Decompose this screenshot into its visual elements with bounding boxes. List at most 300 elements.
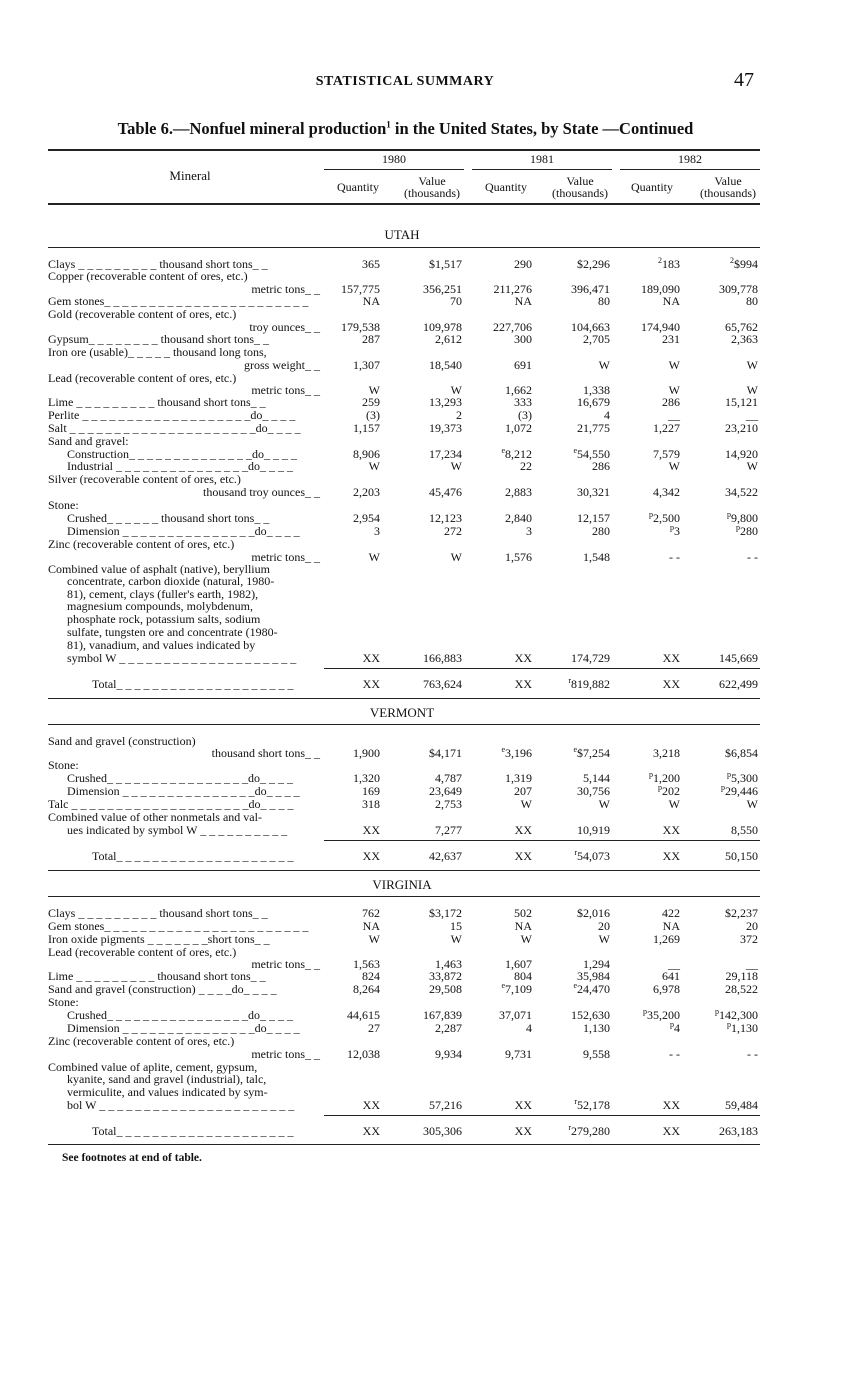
total-rule [324, 840, 760, 841]
cell-value: XX [514, 849, 532, 863]
cell-value: 29,508 [429, 982, 462, 996]
cell-value: 2,883 [505, 485, 532, 499]
table-row [48, 652, 760, 665]
cell-value: W [668, 358, 680, 372]
cell-value: 80 [746, 294, 758, 308]
cell-quantity-1982 [622, 333, 680, 346]
cell-quantity-1980 [330, 678, 380, 691]
cell-value: XX [362, 677, 380, 691]
cell-value: $7,254 [577, 746, 610, 760]
cell-value: NA [662, 294, 680, 308]
cell-value: W [520, 797, 532, 811]
cell-value: W [746, 459, 758, 473]
cell-value-1981 [544, 525, 610, 538]
cell-quantity-1980 [330, 333, 380, 346]
cell-value: 15 [450, 919, 462, 933]
cell-value: 227,706 [493, 320, 532, 334]
cell-value: 5,300 [731, 771, 758, 785]
row-label: Sand and gravel (construction) _ _ _ _do_ _ _ _ [48, 982, 277, 996]
row-label: Combined value of asphalt (native), beryllium [48, 562, 270, 576]
cell-value-1980 [388, 652, 462, 665]
table-top-rule [48, 149, 760, 151]
cell-value-1982 [690, 678, 758, 691]
cell-value: 27 [368, 1021, 380, 1035]
cell-value: 23,210 [725, 421, 758, 435]
cell-quantity-1981 [480, 1048, 532, 1061]
cell-value: 1,227 [653, 421, 680, 435]
cell-mark: p [670, 523, 674, 532]
cell-value-1981 [544, 422, 610, 435]
cell-value: 29,446 [725, 784, 758, 798]
cell-value: 45,476 [429, 485, 462, 499]
cell-quantity-1982 [622, 460, 680, 473]
cell-mark: r [574, 848, 577, 857]
row-label: Zinc (recoverable content of ores, etc.) [48, 537, 235, 551]
cell-quantity-1980 [330, 359, 380, 372]
cell-value-1980 [388, 1022, 462, 1035]
section-rule [48, 247, 760, 248]
value-label: Value [566, 174, 594, 188]
cell-value-1982 [690, 1099, 758, 1112]
cell-value: 54,550 [577, 447, 610, 461]
cell-value: 318 [362, 797, 380, 811]
row-label: Sand and gravel: [48, 434, 129, 448]
cell-value-1981 [544, 460, 610, 473]
cell-quantity-1981 [480, 525, 532, 538]
cell-value: 2,363 [731, 332, 758, 346]
cell-quantity-1982 [622, 824, 680, 837]
row-label: Iron oxide pigments _ _ _ _ _ _ _short tons_ _ [48, 932, 270, 946]
cell-mark: p [649, 770, 653, 779]
cell-value: 166,883 [423, 651, 462, 665]
cell-value-1981 [544, 396, 610, 409]
cell-value: 1,463 [435, 957, 462, 971]
cell-value-1981 [544, 678, 610, 691]
cell-value: 13,293 [429, 395, 462, 409]
row-label: concentrate, carbon dioxide (natural, 1980- [67, 574, 275, 588]
cell-value: 279,280 [571, 1124, 610, 1138]
cell-value: 763,624 [423, 677, 462, 691]
cell-mark: e [573, 981, 577, 990]
cell-value: 24,470 [577, 982, 610, 996]
row-label: metric tons_ _ [251, 1047, 320, 1061]
cell-quantity-1981 [480, 1009, 532, 1022]
cell-value: $6,854 [725, 746, 758, 760]
cell-value-1981 [544, 359, 610, 372]
cell-value: W [450, 459, 462, 473]
column-header-quantity-1981: Quantity [485, 180, 527, 194]
cell-value: XX [662, 823, 680, 837]
cell-value: 819,882 [571, 677, 610, 691]
cell-value: 12,038 [347, 1047, 380, 1061]
row-label: Stone: [48, 758, 79, 772]
cell-value: XX [662, 849, 680, 863]
cell-mark: p [658, 783, 662, 792]
cell-mark: p [643, 1007, 647, 1016]
cell-value: 8,906 [353, 447, 380, 461]
cell-value: 104,663 [571, 320, 610, 334]
row-label: magnesium compounds, molybdenum, [67, 599, 253, 613]
year-rule-1981 [472, 169, 612, 170]
table-title-footnote-mark: 1 [386, 119, 391, 130]
cell-value: W [368, 459, 380, 473]
cell-value: NA [514, 294, 532, 308]
cell-value: 272 [444, 524, 462, 538]
cell-quantity-1982 [622, 983, 680, 996]
cell-value: 16,679 [577, 395, 610, 409]
cell-value: 356,251 [423, 282, 462, 296]
cell-value: $2,296 [577, 257, 610, 271]
cell-value: 2,500 [653, 511, 680, 525]
cell-value: XX [514, 651, 532, 665]
value-unit: (thousands) [700, 186, 756, 200]
column-header-year-1982: 1982 [678, 152, 702, 166]
cell-value: 2,612 [435, 332, 462, 346]
cell-value: 300 [514, 332, 532, 346]
cell-value: 65,762 [725, 320, 758, 334]
cell-value: 3,196 [505, 746, 532, 760]
row-label: Lead (recoverable content of ores, etc.) [48, 945, 237, 959]
row-label: ues indicated by symbol W _ _ _ _ _ _ _ _ _ _ [67, 823, 288, 837]
cell-quantity-1980 [330, 1125, 380, 1138]
cell-value: W [368, 932, 380, 946]
cell-quantity-1981 [480, 359, 532, 372]
cell-value-1982 [690, 525, 758, 538]
value-unit: (thousands) [404, 186, 460, 200]
cell-value: 1,294 [583, 957, 610, 971]
cell-value: 1,576 [505, 550, 532, 564]
cell-value: 9,731 [505, 1047, 532, 1061]
cell-value: 804 [514, 969, 532, 983]
cell-quantity-1981 [480, 983, 532, 996]
cell-quantity-1982 [622, 1125, 680, 1138]
cell-value: 396,471 [571, 282, 610, 296]
table-row-total [48, 678, 760, 691]
cell-value: 1,200 [653, 771, 680, 785]
cell-value: 8,264 [353, 982, 380, 996]
cell-value: 1,130 [583, 1021, 610, 1035]
cell-value: 333 [514, 395, 532, 409]
cell-mark: p [727, 770, 731, 779]
cell-value: 189,090 [641, 282, 680, 296]
cell-mark: p [715, 1007, 719, 1016]
cell-quantity-1982 [622, 798, 680, 811]
cell-value: 174,729 [571, 651, 610, 665]
cell-value: 28,522 [725, 982, 758, 996]
cell-value: 641 [662, 969, 680, 983]
cell-value: 167,839 [423, 1008, 462, 1022]
cell-value: 29,118 [725, 969, 758, 983]
cell-value: 1,072 [505, 421, 532, 435]
cell-value: 10,919 [577, 823, 610, 837]
cell-value: W [746, 797, 758, 811]
cell-value: 1,548 [583, 550, 610, 564]
cell-value-1981 [544, 983, 610, 996]
row-label: kyanite, sand and gravel (industrial), talc, [67, 1072, 267, 1086]
column-header-value-1980 [392, 175, 472, 199]
cell-value-1980 [388, 824, 462, 837]
cell-value: 1,900 [353, 746, 380, 760]
cell-quantity-1981 [480, 1022, 532, 1035]
row-label: Industrial _ _ _ _ _ _ _ _ _ _ _ _ _ _ _do_ _ _ _ [67, 459, 293, 473]
row-label: thousand short tons_ _ [211, 746, 320, 760]
cell-quantity-1982 [622, 1048, 680, 1061]
cell-value-1980 [388, 933, 462, 946]
cell-value: 8,550 [731, 823, 758, 837]
total-rule [324, 668, 760, 669]
row-label: Total_ _ _ _ _ _ _ _ _ _ _ _ _ _ _ _ _ _ _ _ [92, 1124, 294, 1138]
table-row [48, 346, 760, 359]
cell-value: 2 [456, 408, 462, 422]
cell-value-1982 [690, 983, 758, 996]
cell-mark: p [736, 523, 740, 532]
cell-value: 2,954 [353, 511, 380, 525]
cell-quantity-1981 [480, 824, 532, 837]
table-row [48, 983, 760, 996]
section-heading-utah: UTAH [384, 227, 420, 242]
cell-value: XX [362, 823, 380, 837]
cell-quantity-1981 [480, 460, 532, 473]
row-label: Perlite _ _ _ _ _ _ _ _ _ _ _ _ _ _ _ _ _ _ _do_ _ _ _ [48, 408, 296, 422]
cell-value: 57,216 [429, 1098, 462, 1112]
cell-value-1980 [388, 486, 462, 499]
cell-quantity-1982 [622, 422, 680, 435]
cell-value: 44,615 [347, 1008, 380, 1022]
column-header-year-1981: 1981 [530, 152, 554, 166]
cell-mark: 2 [658, 256, 662, 265]
cell-value: W [746, 383, 758, 397]
row-label: Dimension _ _ _ _ _ _ _ _ _ _ _ _ _ _ _do_ _ _ _ [67, 784, 300, 798]
cell-value: 622,499 [719, 677, 758, 691]
total-rule [324, 1115, 760, 1116]
table-row [48, 824, 760, 837]
table-row [48, 422, 760, 435]
cell-value: XX [514, 677, 532, 691]
cell-value: $2,237 [725, 906, 758, 920]
cell-quantity-1982 [622, 652, 680, 665]
running-header [0, 69, 860, 92]
cell-value: 1,607 [505, 957, 532, 971]
cell-quantity-1981 [480, 652, 532, 665]
cell-value: 37,071 [499, 1008, 532, 1022]
cell-value: 691 [514, 358, 532, 372]
cell-value: W [598, 797, 610, 811]
row-label: Lead (recoverable content of ores, etc.) [48, 371, 237, 385]
cell-value-1980 [388, 525, 462, 538]
cell-quantity-1980 [330, 486, 380, 499]
row-label: metric tons_ _ [251, 383, 320, 397]
cell-quantity-1980 [330, 824, 380, 837]
value-label: Value [714, 174, 742, 188]
cell-mark: e [501, 981, 505, 990]
cell-value: W [368, 550, 380, 564]
cell-value: 19,373 [429, 421, 462, 435]
cell-value: __ [746, 408, 758, 422]
cell-value: 33,872 [429, 969, 462, 983]
cell-mark: 2 [730, 256, 734, 265]
row-label: bol W _ _ _ _ _ _ _ _ _ _ _ _ _ _ _ _ _ _ _ _ _ _ [67, 1098, 295, 1112]
cell-value-1980 [388, 983, 462, 996]
cell-value: W [668, 383, 680, 397]
row-label: Silver (recoverable content of ores, etc.) [48, 472, 241, 486]
cell-value: $2,016 [577, 906, 610, 920]
cell-value-1980 [388, 1125, 462, 1138]
cell-mark: e [573, 745, 577, 754]
column-header-quantity-1980: Quantity [337, 180, 379, 194]
cell-value: 8,212 [505, 447, 532, 461]
column-header-value-1981 [540, 175, 620, 199]
cell-mark: p [721, 783, 725, 792]
cell-value-1982 [690, 798, 758, 811]
row-label: Combined value of aplite, cement, gypsum, [48, 1060, 258, 1074]
row-label: Sand and gravel (construction) [48, 734, 196, 748]
cell-value: 169 [362, 784, 380, 798]
row-label: Gypsum_ _ _ _ _ _ _ _ thousand short tons_ _ [48, 332, 270, 346]
cell-quantity-1982 [622, 295, 680, 308]
cell-value-1982 [690, 460, 758, 473]
row-label: Crushed_ _ _ _ _ _ _ _ _ _ _ _ _ _ _ _do_ _ _ _ [67, 771, 293, 785]
cell-value: 1,157 [353, 421, 380, 435]
cell-quantity-1981 [480, 678, 532, 691]
cell-value: W [668, 797, 680, 811]
cell-value-1981 [544, 333, 610, 346]
cell-value-1980 [388, 359, 462, 372]
cell-value: __ [746, 957, 758, 971]
cell-value: 50,150 [725, 849, 758, 863]
running-header-title: STATISTICAL SUMMARY [315, 74, 495, 89]
cell-value: NA [514, 919, 532, 933]
cell-value: 20 [746, 919, 758, 933]
cell-value: W [598, 358, 610, 372]
cell-value: 7,579 [653, 447, 680, 461]
cell-quantity-1981 [480, 512, 532, 525]
cell-value: $3,172 [429, 906, 462, 920]
cell-quantity-1982 [622, 933, 680, 946]
cell-value: 22 [520, 459, 532, 473]
row-label: gross weight_ _ [244, 358, 320, 372]
cell-quantity-1980 [330, 512, 380, 525]
cell-value: 202 [662, 784, 680, 798]
section-divider-rule [48, 870, 760, 871]
cell-value: NA [362, 294, 380, 308]
header-bottom-rule [48, 203, 760, 205]
cell-value: 52,178 [577, 1098, 610, 1112]
cell-value: 80 [598, 294, 610, 308]
cell-value: 1,307 [353, 358, 380, 372]
cell-value: - - [669, 1047, 680, 1061]
row-label: Combined value of other nonmetals and val- [48, 810, 262, 824]
cell-quantity-1980 [330, 983, 380, 996]
row-label: 81), cement, clays (fuller's earth, 1982), [67, 587, 259, 601]
cell-quantity-1982 [622, 486, 680, 499]
cell-value-1981 [544, 295, 610, 308]
cell-value: $994 [734, 257, 758, 271]
cell-quantity-1981 [480, 933, 532, 946]
table-title [48, 119, 763, 139]
row-label: Lime _ _ _ _ _ _ _ _ _ thousand short tons_ _ [48, 969, 266, 983]
row-label: Lime _ _ _ _ _ _ _ _ _ thousand short tons_ _ [48, 395, 266, 409]
cell-value: 263,183 [719, 1124, 758, 1138]
cell-quantity-1980 [330, 525, 380, 538]
row-label: vermiculite, and values indicated by sym- [67, 1085, 268, 1099]
cell-value: 3 [674, 524, 680, 538]
cell-value: XX [514, 1124, 532, 1138]
cell-value: 35,200 [647, 1008, 680, 1022]
value-unit: (thousands) [552, 186, 608, 200]
column-header-mineral: Mineral [169, 168, 211, 183]
cell-value: 824 [362, 969, 380, 983]
column-header-quantity-1982: Quantity [631, 180, 673, 194]
cell-value: 2,705 [583, 332, 610, 346]
cell-mark: r [568, 1123, 571, 1132]
cell-value: 422 [662, 906, 680, 920]
cell-quantity-1980 [330, 798, 380, 811]
cell-value: 6,978 [653, 982, 680, 996]
cell-value: 9,558 [583, 1047, 610, 1061]
cell-value-1980 [388, 1048, 462, 1061]
cell-value: 287 [362, 332, 380, 346]
cell-value: 70 [450, 294, 462, 308]
cell-value: 34,522 [725, 485, 758, 499]
cell-value: 762 [362, 906, 380, 920]
cell-value: NA [362, 919, 380, 933]
cell-value: 2,287 [435, 1021, 462, 1035]
column-header-year-1980: 1980 [382, 152, 406, 166]
cell-value-1981 [544, 652, 610, 665]
cell-value: XX [362, 1098, 380, 1112]
cell-value-1982 [690, 359, 758, 372]
cell-value: 2,203 [353, 485, 380, 499]
cell-value: W [520, 932, 532, 946]
year-rule-1982 [620, 169, 760, 170]
cell-value: XX [514, 823, 532, 837]
row-label: Total_ _ _ _ _ _ _ _ _ _ _ _ _ _ _ _ _ _ _ _ [92, 849, 294, 863]
cell-quantity-1982 [622, 1022, 680, 1035]
cell-value: 9,800 [731, 511, 758, 525]
cell-value: 290 [514, 257, 532, 271]
row-label: Total_ _ _ _ _ _ _ _ _ _ _ _ _ _ _ _ _ _ _ _ [92, 677, 294, 691]
cell-value-1980 [388, 295, 462, 308]
row-label: Gem stones_ _ _ _ _ _ _ _ _ _ _ _ _ _ _ _ _ _ _ _ _ _ _ [48, 294, 309, 308]
row-label: Gem stones_ _ _ _ _ _ _ _ _ _ _ _ _ _ _ _ _ _ _ _ _ _ _ [48, 919, 309, 933]
cell-value-1982 [690, 333, 758, 346]
cell-value: XX [662, 677, 680, 691]
cell-value: 207 [514, 784, 532, 798]
cell-value: 502 [514, 906, 532, 920]
cell-value: 35,984 [577, 969, 610, 983]
cell-value: W [450, 383, 462, 397]
cell-value: $1,517 [429, 257, 462, 271]
cell-value: 3 [526, 524, 532, 538]
cell-value: 1,319 [505, 771, 532, 785]
cell-value: 174,940 [641, 320, 680, 334]
cell-quantity-1981 [480, 798, 532, 811]
cell-quantity-1981 [480, 422, 532, 435]
row-label: Construction_ _ _ _ _ _ _ _ _ _ _ _ _ _do_ _ _ _ [67, 447, 297, 461]
cell-mark: p [727, 1020, 731, 1029]
table-title-text-cont: in the United States, by State —Continued [390, 119, 694, 138]
cell-value-1981 [544, 1099, 610, 1112]
page-number: 47 [734, 69, 754, 91]
cell-value: 4,342 [653, 485, 680, 499]
cell-mark: r [568, 676, 571, 685]
cell-value: 30,756 [577, 784, 610, 798]
cell-value: XX [662, 651, 680, 665]
cell-value-1981 [544, 798, 610, 811]
cell-value: W [668, 459, 680, 473]
cell-value: XX [362, 849, 380, 863]
section-heading-virginia: VIRGINIA [372, 877, 432, 892]
